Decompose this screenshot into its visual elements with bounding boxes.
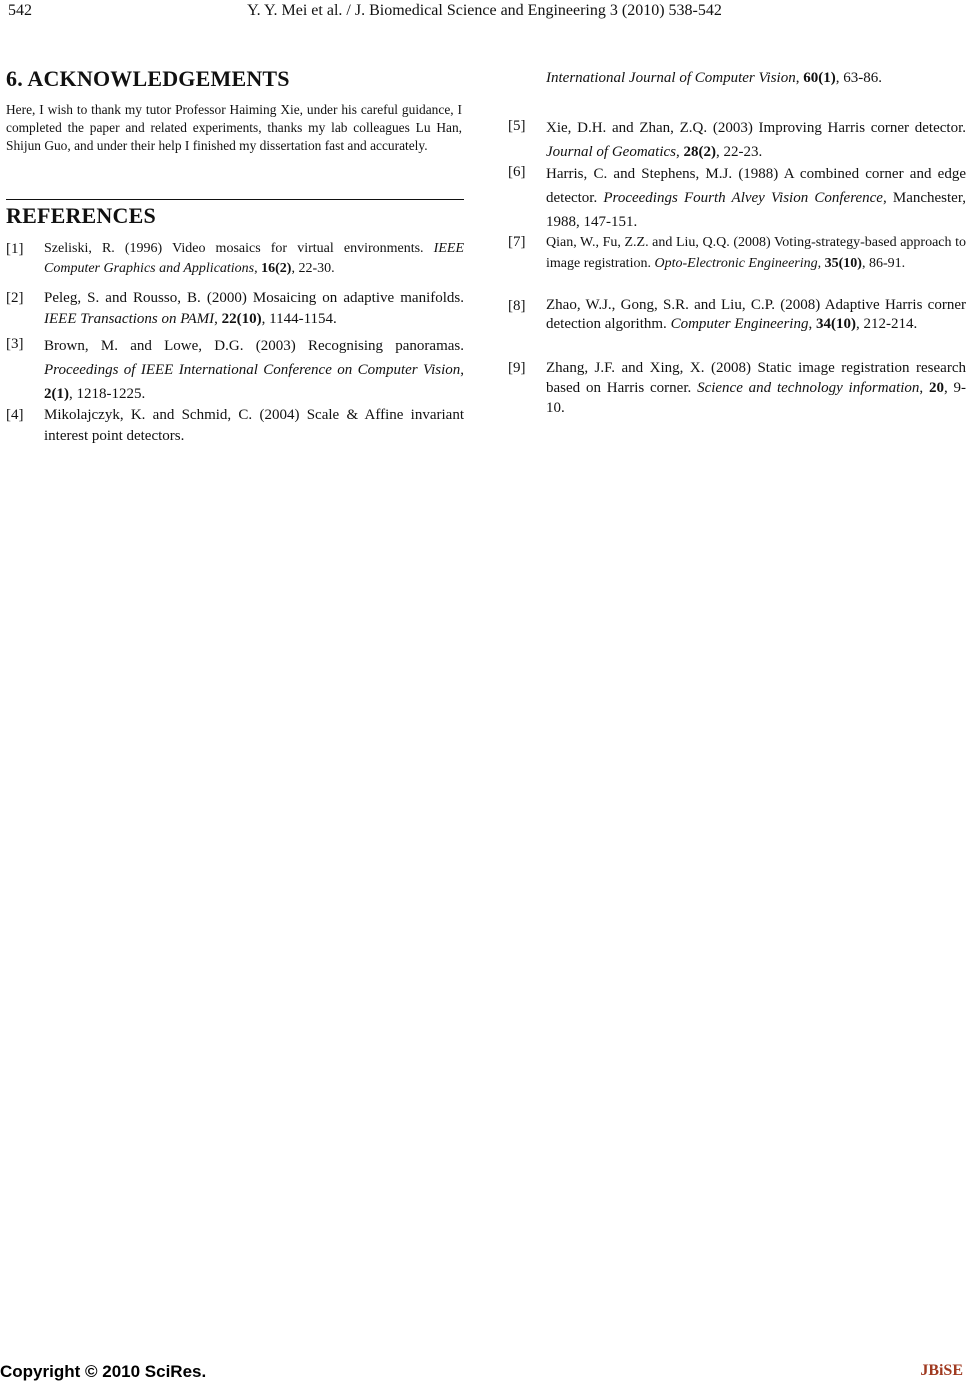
reference-item bbox=[508, 162, 966, 234]
copyright-notice: Copyright © 2010 SciRes. bbox=[0, 1362, 207, 1381]
reference-text: Zhao, W.J., Gong, S.R. and Liu, C.P. (2008) Adaptive Harris corner detection algorithm. Computer Engineering, 34(10), 212-214. bbox=[546, 297, 966, 332]
reference-text: Peleg, S. and Rousso, B. (2000) Mosaicing on adaptive manifolds. IEEE Transactions on PAMI, 22(10), 1144-1154. bbox=[44, 290, 464, 327]
reference-text: Xie, D.H. and Zhan, Z.Q. (2003) Improving Harris corner detector. Journal of Geomatics, 28(2), 22-23. bbox=[546, 120, 966, 160]
reference-number: [1] bbox=[6, 241, 24, 257]
reference-number: [5] bbox=[508, 118, 526, 134]
reference-item bbox=[6, 334, 464, 406]
reference-number: [9] bbox=[508, 360, 526, 376]
reference-text: Qian, W., Fu, Z.Z. and Liu, Q.Q. (2008) Voting-strategy-based approach to image registration. Opto-Electronic Engineering, 35(10), 86-91. bbox=[546, 235, 966, 271]
reference-item bbox=[6, 405, 464, 447]
reference-text: Brown, M. and Lowe, D.G. (2003) Recognising panoramas. Proceedings of IEEE International Conference on Computer Vision, 2(1), 1218-1225. bbox=[44, 338, 464, 402]
journal-abbreviation: JBiSE bbox=[920, 1362, 963, 1379]
reference-item bbox=[6, 239, 464, 279]
reference-text: Mikolajczyk, K. and Schmid, C. (2004) Scale & Affine invariant interest point detectors. bbox=[44, 407, 464, 444]
reference-item bbox=[508, 116, 966, 164]
reference-number: [8] bbox=[508, 298, 526, 314]
acknowledgements-heading: 6. ACKNOWLEDGEMENTS bbox=[6, 66, 290, 91]
page-header bbox=[8, 2, 961, 24]
reference-text: Harris, C. and Stephens, M.J. (1988) A combined corner and edge detector. Proceedings Fourth Alvey Vision Conference, Manchester, 1988, 147-151. bbox=[546, 166, 966, 230]
running-title: Y. Y. Mei et al. / J. Biomedical Science and Engineering 3 (2010) 538-542 bbox=[247, 2, 722, 19]
page-footer bbox=[0, 1362, 969, 1384]
reference-text: Szeliski, R. (1996) Video mosaics for virtual environments. IEEE Computer Graphics and Applications, 16(2), 22-30. bbox=[44, 241, 464, 276]
reference-item bbox=[508, 296, 966, 334]
reference-item bbox=[6, 288, 464, 330]
reference-number: [7] bbox=[508, 234, 526, 250]
reference-number: [4] bbox=[6, 407, 24, 423]
page-number: 542 bbox=[8, 2, 32, 19]
reference-item bbox=[508, 232, 966, 274]
reference-text: International Journal of Computer Vision, 60(1), 63-86. bbox=[546, 70, 882, 86]
reference-number: [3] bbox=[6, 336, 24, 352]
reference-item bbox=[508, 358, 966, 418]
acknowledgements-body: Here, I wish to thank my tutor Professor Haiming Xie, under his careful guidance, I completed the paper and related experiments, thanks my lab colleagues Lu Han, Shijun Guo, and under their help I finished my dissertation fast and accurately. bbox=[6, 102, 462, 153]
reference-number: [6] bbox=[508, 164, 526, 180]
references-heading: REFERENCES bbox=[6, 203, 156, 228]
reference-number: [2] bbox=[6, 290, 24, 306]
reference-item-continued bbox=[508, 66, 966, 90]
reference-text: Zhang, J.F. and Xing, X. (2008) Static image registration research based on Harris corner. Science and technology information, 20, 9-10. bbox=[546, 360, 966, 416]
section-divider bbox=[6, 199, 464, 200]
